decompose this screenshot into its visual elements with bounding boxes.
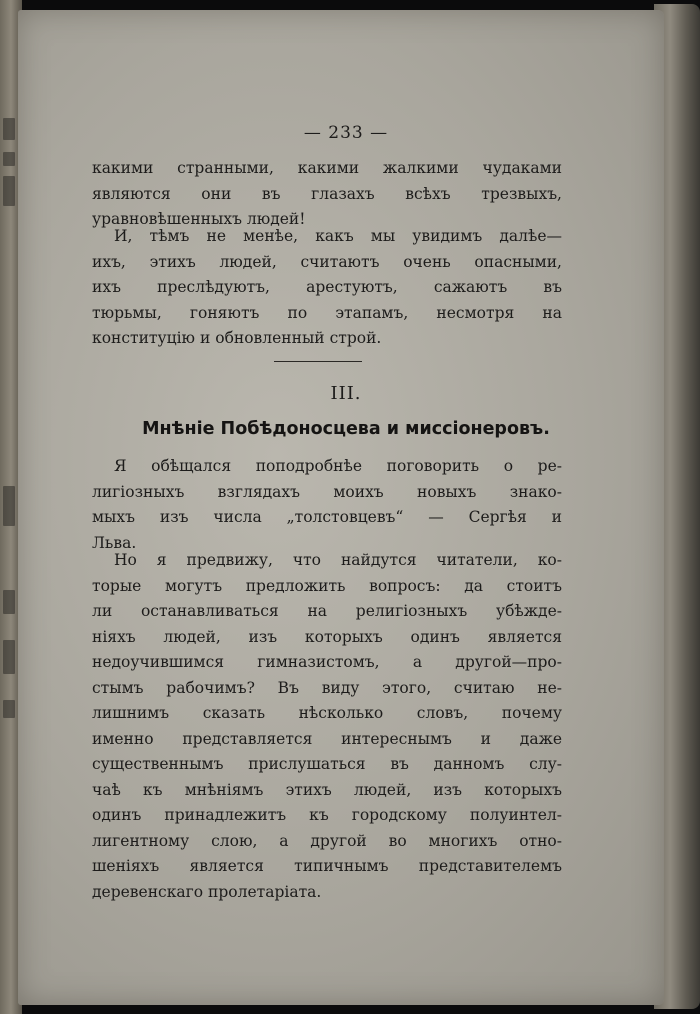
text-line: являются они въ глазахъ всѣхъ трезвыхъ,	[92, 184, 562, 203]
text-line: конституцію и обновленный строй.	[92, 329, 382, 347]
facing-page-ink-mark	[3, 700, 15, 718]
text-line: торые могутъ предложить вопросъ: да стоитъ	[92, 576, 562, 595]
facing-page-ink-mark	[3, 176, 15, 206]
text-line: одинъ принадлежитъ къ городскому полуинтел-	[92, 806, 562, 824]
text-line: недоучившимся гимназистомъ, а другой—про-	[92, 653, 562, 671]
section-title: Мнѣніе Побѣдоносцева и миссіонеровъ.	[142, 419, 550, 439]
book-page	[18, 10, 664, 1005]
paragraph-4	[92, 548, 562, 905]
text-line: Льва.	[92, 533, 137, 552]
facing-page-ink-mark	[3, 640, 15, 674]
text-line: мыхъ изъ числа „толстовцевъ“ — Сергѣя и	[92, 508, 562, 526]
text-line: лигентному слою, а другой во многихъ отно-	[92, 831, 562, 850]
facing-page-ink-mark	[3, 590, 15, 614]
text-line: ихъ, этихъ людей, считаютъ очень опасными,	[92, 252, 562, 271]
paragraph-3	[92, 454, 562, 556]
text-line: именно представляется интереснымъ и даже	[92, 729, 562, 748]
facing-page-ink-mark	[3, 486, 15, 526]
text-line: деревенскаго пролетаріата.	[92, 882, 322, 901]
text-line: лигіозныхъ взглядахъ моихъ новыхъ знако-	[92, 482, 562, 501]
section-number: III.	[330, 383, 362, 404]
text-line: лишнимъ сказать нѣсколько словъ, почему	[92, 704, 562, 722]
text-line: ніяхъ людей, изъ которыхъ одинъ является	[92, 627, 562, 646]
facing-page-ink-mark	[3, 118, 15, 140]
text-line: тюрьмы, гоняютъ по этапамъ, несмотря на	[92, 303, 562, 322]
text-line: уравновѣшенныхъ людей!	[92, 210, 306, 228]
text-line: шеніяхъ является типичнымъ представителемъ	[92, 857, 562, 875]
section-divider	[274, 361, 362, 362]
text-line: какими странными, какими жалкими чудаками	[92, 159, 562, 177]
paragraph-2	[92, 224, 562, 352]
paragraph-1	[92, 156, 562, 233]
text-line: существеннымъ прислушаться въ данномъ слу-	[92, 755, 562, 773]
text-line: чаѣ къ мнѣніямъ этихъ людей, изъ которыхъ	[92, 780, 562, 799]
page-number: — 233 —	[303, 123, 389, 143]
text-line: ихъ преслѣдуютъ, арестуютъ, сажаютъ въ	[92, 278, 562, 296]
text-line: стымъ рабочимъ? Въ виду этого, считаю не-	[92, 678, 562, 697]
facing-page-ink-mark	[3, 152, 15, 166]
text-line: И, тѣмъ не менѣе, какъ мы увидимъ далѣе—	[114, 227, 562, 245]
text-line: Но я предвижу, что найдутся читатели, ко-	[114, 551, 562, 569]
text-line: Я обѣщался поподробнѣе поговорить о ре-	[114, 457, 562, 475]
text-line: ли останавливаться на религіозныхъ убѣжде-	[92, 602, 562, 620]
